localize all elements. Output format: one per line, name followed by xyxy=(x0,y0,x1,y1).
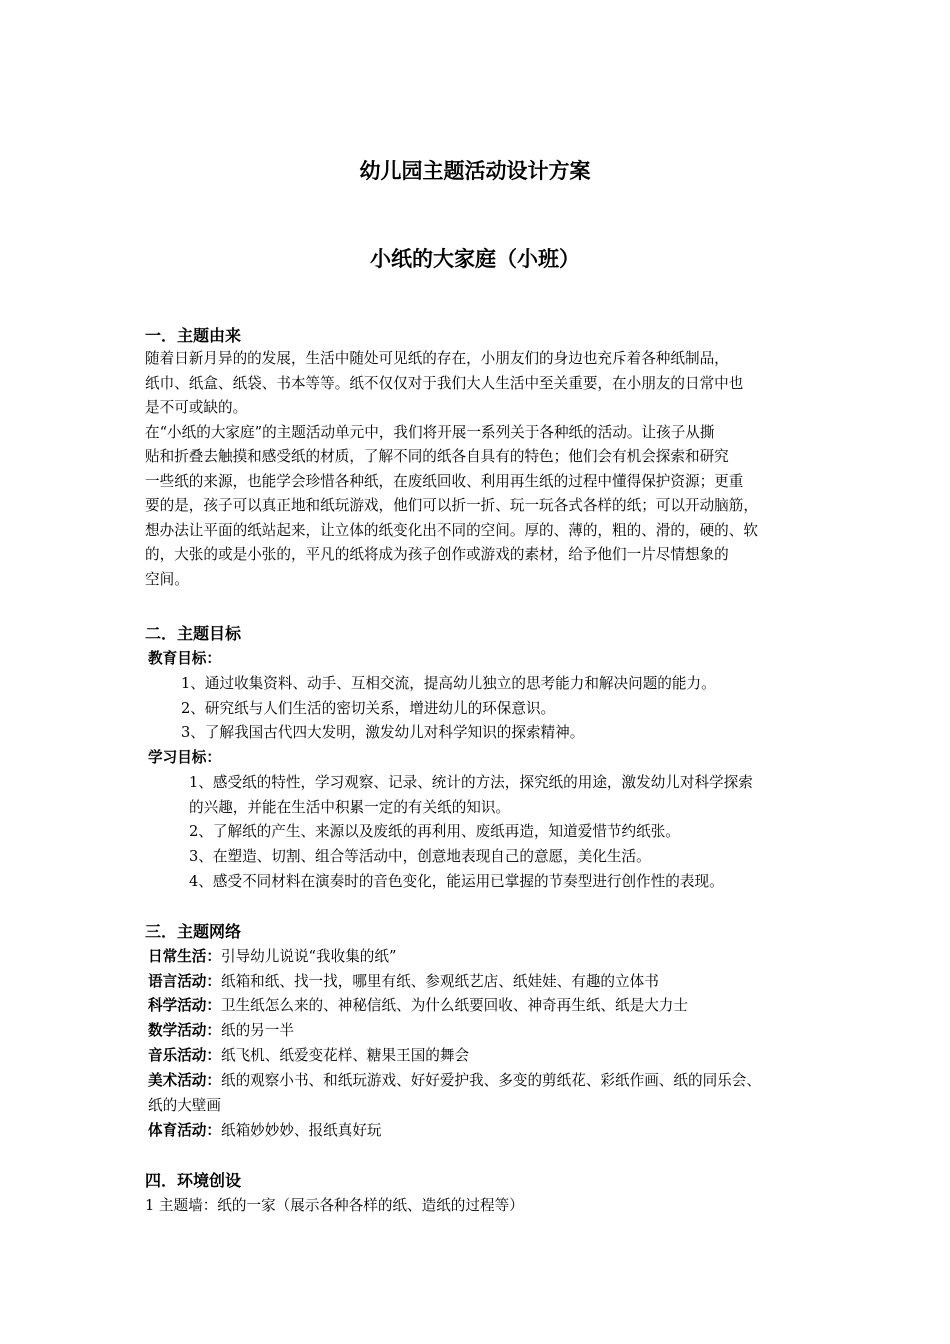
network-row-art xyxy=(148,1069,761,1094)
learning-goals-label: 学习目标： xyxy=(148,749,221,766)
learning-goal-item-continued: 的兴趣，并能在生活中积累一定的有关纸的知识。 xyxy=(189,799,511,816)
network-row-label: 音乐活动： xyxy=(148,1047,221,1064)
network-row-science xyxy=(148,994,688,1019)
environment-item: 1 主题墙：纸的一家（展示各种各样的纸、造纸的过程等） xyxy=(145,1197,524,1214)
network-row-music xyxy=(148,1044,469,1069)
paragraph-line: 在“小纸的大家庭”的主题活动单元中，我们将开展一系列关于各种纸的活动。让孩子从撕 xyxy=(145,423,715,441)
network-row-label: 体育活动： xyxy=(148,1122,221,1139)
paragraph-line: 贴和折叠去触摸和感受纸的材质，了解不同的纸各自具有的特色；他们会有机会探索和研究 xyxy=(145,448,729,465)
network-row-text: 卫生纸怎么来的、神秘信纸、为什么纸要回收、神奇再生纸、纸是大力士 xyxy=(220,997,688,1014)
paragraph-line: 空间。 xyxy=(145,570,189,588)
paragraph-line: 的，大张的或是小张的，平凡的纸将成为孩子创作或游戏的素材，给予他们一片尽情想象的 xyxy=(145,546,729,563)
paragraph-line: 要的是，孩子可以真正地和纸玩游戏，他们可以折一折、玩一玩各式各样的纸；可以开动脑筋， xyxy=(145,497,758,514)
education-goal-item: 1、通过收集资料、动手、互相交流，提高幼儿独立的思考能力和解决问题的能力。 xyxy=(181,675,716,692)
learning-goal-item: 2、了解纸的产生、来源以及废纸的再利用、废纸再造，知道爱惜节约纸张。 xyxy=(189,823,680,840)
network-row-text: 纸的大壁画 xyxy=(148,1097,221,1114)
learning-goal-item: 1、感受纸的特性，学习观察、记录、统计的方法，探究纸的用途，激发幼儿对科学探索 xyxy=(189,774,753,791)
network-row-text: 纸箱妙妙妙、报纸真好玩 xyxy=(220,1122,382,1139)
section-heading-goals: 二．主题目标 xyxy=(145,624,242,643)
network-row-label: 语言活动： xyxy=(148,973,221,990)
network-row-label: 数学活动： xyxy=(148,1022,221,1039)
section-heading-network: 三．主题网络 xyxy=(145,922,242,941)
document-title: 幼儿园主题活动设计方案 xyxy=(359,159,591,183)
network-row-sports xyxy=(148,1119,382,1144)
section-heading-environment: 四．环境创设 xyxy=(145,1171,242,1190)
network-row-label: 科学活动： xyxy=(148,997,221,1014)
network-row-language xyxy=(148,970,659,995)
network-row-label: 美术活动： xyxy=(148,1072,221,1089)
section-heading-origin: 一．主题由来 xyxy=(145,326,242,345)
network-row-text: 纸的另一半 xyxy=(220,1022,294,1039)
network-row-daily-life xyxy=(148,945,396,970)
paragraph-line: 想办法让平面的纸站起来，让立体的纸变化出不同的空间。厚的、薄的，粗的、滑的，硬的、软 xyxy=(145,521,758,539)
paragraph-line: 随着日新月异的的发展，生活中随处可见纸的存在，小朋友们的身边也充斥着各种纸制品， xyxy=(145,350,729,367)
education-goals-label: 教育目标： xyxy=(148,650,221,667)
education-goal-item: 2、研究纸与人们生活的密切关系，增进幼儿的环保意识。 xyxy=(181,700,556,717)
network-row-label: 日常生活： xyxy=(148,948,221,965)
network-row-text: 纸箱和纸、找一找，哪里有纸、参观纸艺店、纸娃娃、有趣的立体书 xyxy=(220,973,659,990)
network-row-math xyxy=(148,1019,294,1044)
network-row-art-continued xyxy=(148,1094,221,1119)
paragraph-line: 一些纸的来源，也能学会珍惜各种纸，在废纸回收、利用再生纸的过程中懂得保护资源；更重 xyxy=(145,472,744,490)
network-row-text: 纸飞机、纸爱变花样、糖果王国的舞会 xyxy=(220,1047,470,1064)
document-subtitle: 小纸的大家庭（小班） xyxy=(370,247,580,271)
paragraph-line: 纸巾、纸盒、纸袋、书本等等。纸不仅仅对于我们大人生活中至关重要，在小朋友的日常中也 xyxy=(145,374,744,392)
network-row-text: 引导幼儿说说“我收集的纸” xyxy=(220,948,397,965)
section-origin-body xyxy=(145,347,810,592)
learning-goal-item: 3、在塑造、切割、组合等活动中，创意地表现自己的意愿，美化生活。 xyxy=(189,848,651,865)
education-goal-item: 3、了解我国古代四大发明，激发幼儿对科学知识的探索精神。 xyxy=(181,724,585,741)
learning-goal-item: 4、感受不同材料在演奏时的音色变化，能运用已掌握的节奏型进行创作性的表现。 xyxy=(189,873,724,890)
network-row-text: 纸的观察小书、和纸玩游戏、好好爱护我、多变的剪纸花、彩纸作画、纸的同乐会、 xyxy=(220,1072,761,1089)
paragraph-line: 是不可或缺的。 xyxy=(145,399,248,416)
